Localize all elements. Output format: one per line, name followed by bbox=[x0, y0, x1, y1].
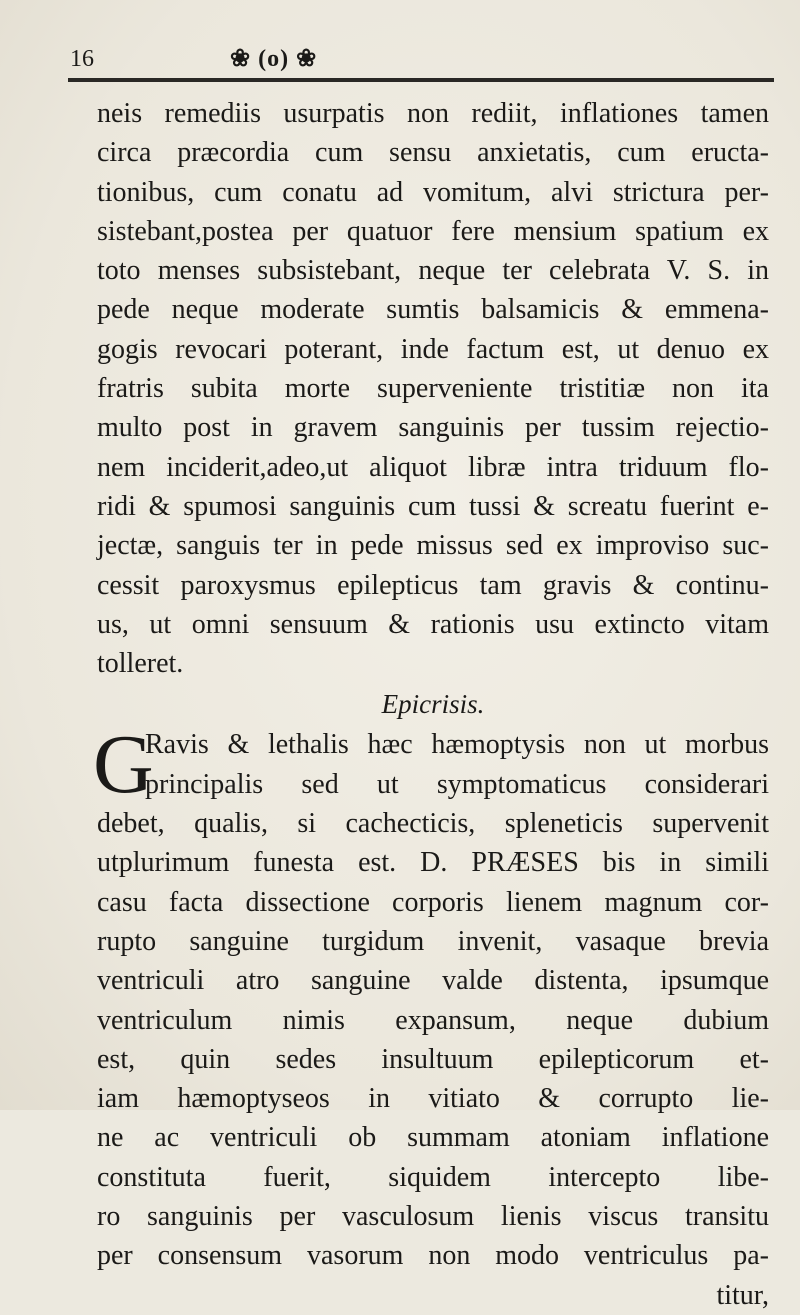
text-line: ro sanguinis per vasculosum lienis viscus transitu bbox=[97, 1201, 769, 1233]
text-line: Ravis & lethalis hæc hæmoptysis non ut morbus bbox=[145, 729, 769, 761]
text-line: fratris subita morte superveniente tristitiæ non ita bbox=[97, 373, 769, 405]
header-ornament: ❀ (o) ❀ bbox=[230, 46, 318, 72]
text-line: debet, qualis, si cachecticis, spleneticis supervenit bbox=[97, 808, 769, 840]
text-line: utplurimum funesta est. D. PRÆSES bis in simili bbox=[97, 847, 769, 879]
paragraph-2 bbox=[93, 718, 769, 1314]
text-line: pede neque moderate sumtis balsamicis & emmena- bbox=[97, 294, 769, 326]
text-line: iam hæmoptyseos in vitiato & corrupto lie- bbox=[97, 1083, 769, 1115]
text-line: gogis revocari poterant, inde factum est, ut denuo ex bbox=[97, 333, 769, 365]
text-line: sistebant,postea per quatuor fere mensium spatium ex bbox=[97, 215, 769, 247]
text-line: rupto sanguine turgidum invenit, vasaque brevia bbox=[97, 925, 769, 957]
text-line: ridi & spumosi sanguinis cum tussi & screatu fuerint e- bbox=[97, 490, 769, 522]
text-line: neis remediis usurpatis non rediit, inflationes tamen bbox=[97, 98, 769, 129]
drop-cap: G bbox=[93, 718, 154, 812]
text-line: us, ut omni sensuum & rationis usu extincto vitam bbox=[97, 608, 769, 640]
paragraph-1 bbox=[97, 94, 769, 683]
section-title: Epicrisis. bbox=[381, 689, 485, 720]
page-number: 16 bbox=[70, 46, 94, 72]
text-line: multo post in gravem sanguinis per tussim rejectio- bbox=[97, 412, 769, 444]
text-line: per consensum vasorum non modo ventriculus pa- bbox=[97, 1240, 769, 1272]
catchword: titur, bbox=[716, 1279, 769, 1311]
text-line: casu facta dissectione corporis lienem magnum cor- bbox=[97, 886, 769, 918]
text-line: constituta fuerit, siquidem intercepto libe- bbox=[97, 1161, 769, 1193]
header-rule bbox=[68, 78, 774, 82]
text-line: ventriculum nimis expansum, neque dubium bbox=[97, 1004, 769, 1036]
text-line: jectæ, sanguis ter in pede missus sed ex improviso suc- bbox=[97, 530, 769, 562]
body-text bbox=[93, 94, 769, 1315]
text-line: tolleret. bbox=[97, 648, 184, 680]
text-line: toto menses subsistebant, neque ter celebrata V. S. in bbox=[97, 255, 769, 287]
text-line: circa præcordia cum sensu anxietatis, cum eructa- bbox=[97, 137, 769, 169]
text-line: principalis sed ut symptomaticus considerari bbox=[145, 768, 769, 800]
text-line: ne ac ventriculi ob summam atoniam inflatione bbox=[97, 1122, 769, 1154]
page-header bbox=[70, 44, 770, 74]
text-line: est, quin sedes insultuum epilepticorum et- bbox=[97, 1043, 769, 1075]
text-line: nem inciderit,adeo,ut aliquot libræ intra triduum flo- bbox=[97, 451, 769, 483]
text-line: tionibus, cum conatu ad vomitum, alvi strictura per- bbox=[97, 176, 769, 208]
text-line: ventriculi atro sanguine valde distenta, ipsumque bbox=[97, 965, 769, 997]
text-line: cessit paroxysmus epilepticus tam gravis & continu- bbox=[97, 569, 769, 601]
